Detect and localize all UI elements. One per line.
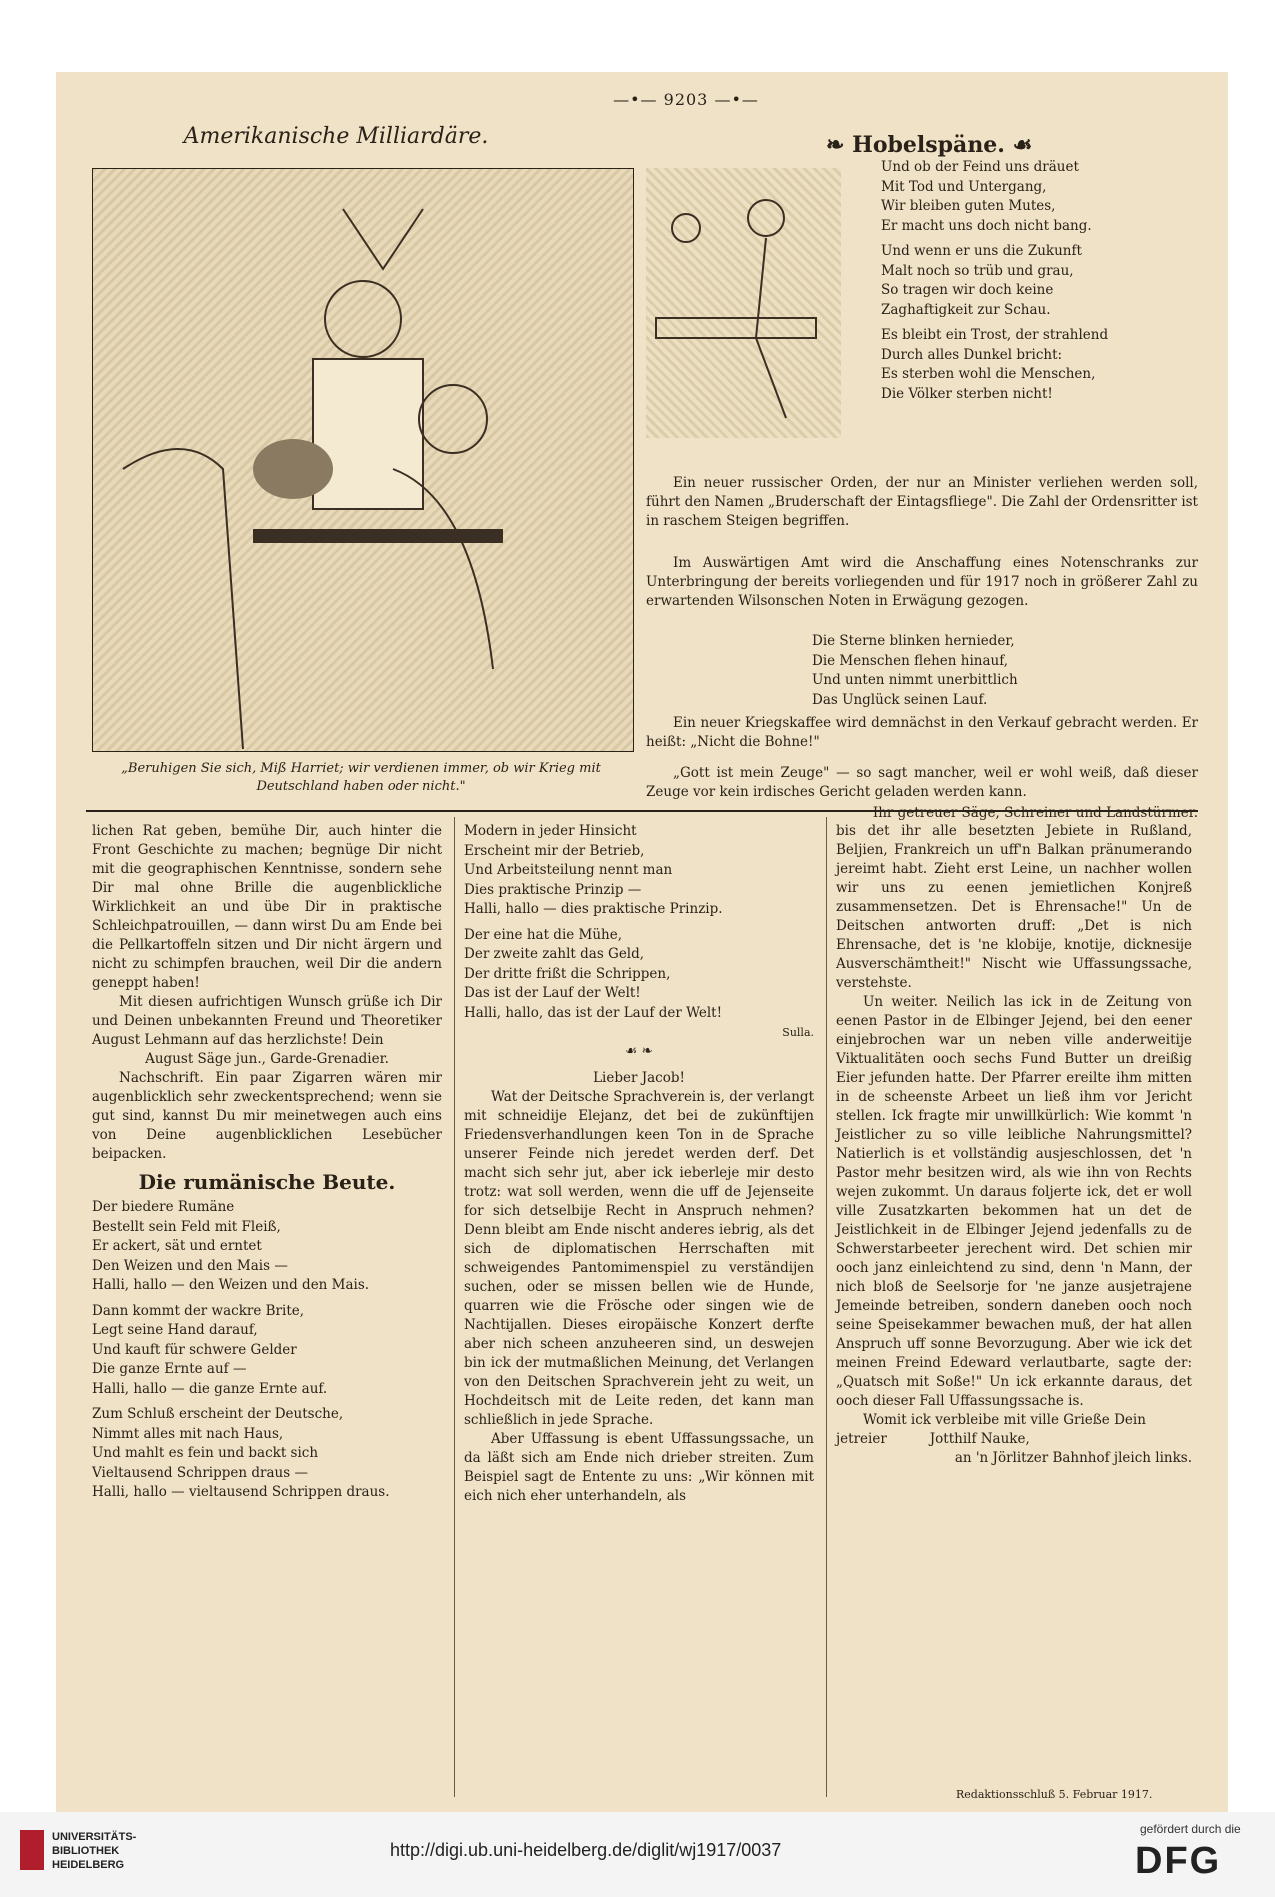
hobel-paragraph-3: Ein neuer Kriegskaffee wird demnächst in den Verkauf gebracht werden. Er heißt: „Nicht die Bohne!" [646,715,1198,750]
jacob-closing: Womit ick verbleibe mit ville Grieße Dein [863,1412,1146,1428]
jacob-paragraph-4: Un weiter. Neilich las ick in de Zeitung von eenen Pastor in de Elbinger Jejend, bei den eener einjebrochen war un neben ville anderweitije Viktualitäten ooch sechs Fund Butter un dreißig Eier jefunden hatte. Der Pfarrer ereilte ihm mitten in de scheenste Arbeet un ließ ihm vor Jericht stellen. Ick fragte mir unwillkürlich: Wie kommt 'n Jeistlicher zu so ville leibliche Nahrungsmittel? Natierlich is et vollständig ausjeschlossen, det 'n Pastor mehr besitzen wird, als wie ihn von Rechts wejen zukommt. Un daraus foljerte ick, det er woll ville Zusatzkarten bekommen hat un det de Jeistlichkeit in de Elbinger Jejend jedenfalls zu de Schwerstarbeeter jerechent wird. Det schien mir ooch janz einleichtend zu sind, denn 'n Mann, der nich bloß de Seelsorje for 'ne janze ausjetrajene Jemeinde betreiben, sondern daneben ooch noch seine Speisekammer bewachen muß, der hat allen Anspruch uff sonne Bevorzugung. Aber wie ick det meinen Freind Edeward verlautbarte, sagte der: „Quatsch mit Soße!" Un ick erkannte daraus, det ooch dieser Fall Uffassungssache is. [836,994,1192,1409]
column-2 [464,822,814,1506]
letter-text: lichen Rat geben, bemühe Dir, auch hinter die Front Geschichte zu machen; begnüge Dir nicht mit die geographischen Kenntnisse, sondern sehe Dir mal ohne Brille die augenblickliche Wirklichkeit an und übe Dir in praktische Schleichpatrouillen, — dann wirst Du am Ende bei die Pellkartoffeln sitzen und Dir nicht ärgern und nicht zu schimpfen brauchen, weil Dir die andern geneppt haben! [92,823,442,991]
source-url-link[interactable]: http://digi.ub.uni-heidelberg.de/diglit/wj1917/0037 [390,1840,782,1860]
jacob-signature: jetreier Jotthilf Nauke, [836,1431,1030,1447]
cartoon-sketch [93,169,633,751]
beute-stanza-5: Der eine hat die Mühe, Der zweite zahlt das Geld, Der dritte frißt die Schrippen, Das ist der Lauf der Welt! Halli, hallo, das ist der Lauf der Welt! [464,926,722,1021]
dfg-logo: DFG [1135,1840,1222,1882]
university-library-logo-icon [20,1830,44,1870]
letter-signature: August Säge jun., Garde-Grenadier. [145,1051,389,1067]
jacob-signature-location: an 'n Jörlitzer Bahnhof jleich links. [954,1450,1192,1466]
section-divider [86,810,1198,812]
column-3 [836,822,1192,1468]
ornament: ☙ ❧ [625,1043,653,1059]
beute-title: Die rumänische Beute. [138,1170,396,1194]
cartoon-illustration [92,168,634,752]
beute-stanza-4: Modern in jeder Hinsicht Erscheint mir der Betrieb, Und Arbeitsteilung nennt man Dies praktische Prinzip — Halli, hallo — dies praktische Prinzip. [464,823,723,917]
hobel-signature: Ihr getreuer Säge, Schreiner und Landstürmer. [872,805,1198,821]
column-rule-1 [454,817,455,1797]
column-rule-2 [826,817,827,1797]
jacob-paragraph-3: bis det ihr alle besetzten Jebiete in Rußland, Beljien, Frankreich un uff'n Balkan pränumerando jereimt habt. Zieht erst Leine, un nachher wollen wir uns zu eenen jemietlichen Konjreß zusammensetzen. Det is Ehrensache!" Un de Deitschen antworten druff: „Det is nich Ehrensache, det is 'ne klobije, knotije, dicknesije Ausverschämtheit!" Nischt wie Uffassungssache, verstehste. [836,823,1192,991]
jacob-paragraph-1: Wat der Deitsche Sprachverein is, der verlangt mit schneidije Elejanz, det bei de zukünftijen Friedensverhandlungen keen Ton in de Sprache unserer Feinde nich jeredet werden derf. Det macht sich sehr jut, aber ick ieberleje mir desto trotz: wat soll werden, wenn die uff de Jejenseite for sich detselbije Recht in Anspruch nehmen? Denn bleibt am Ende nischt anderes iebrig, als det sich de diplomatischen Herrschaften mit schweigendes Pantomimenspiel zu verständijen suchen, oder se missen bellen wie de Hunde, quarren wie die Frösche oder singen wie de Nachtijallen. Dieses eiropäische Konzert derfte aber nich scheen anzuheeren sind, un deswejen bin ick der mutmaßlichen Meinung, det Verlangen von den Deitschen Sprachverein jeht zu weit, un Hochdeitsch mit de Leite reden, det kann man schließlich in jede Sprache. [464,1089,814,1428]
beute-stanza-2: Dann kommt der wackre Brite, Legt seine Hand darauf, Und kauft für schwere Gelder Die ganze Ernte auf — Halli, hallo — die ganze Ernte auf. [92,1302,328,1397]
beute-stanza-3: Zum Schluß erscheint der Deutsche, Nimmt alles mit nach Haus, Und mahlt es fein und backt sich Vieltausend Schrippen draus — Halli, hallo — vieltausend Schrippen draus. [92,1406,390,1500]
library-name: UNIVERSITÄTS- BIBLIOTHEK HEIDELBERG [52,1831,137,1871]
letter-postscript: Nachschrift. Ein paar Zigarren wären mir augenblicklich sehr zweckentsprechend; wenn sie gut sind, kannst Du mir meinetwegen auch eins von Deine augenblicklichen Lesebücher beipacken. [92,1070,442,1162]
page-number: —•— 9203 —•— [613,90,759,109]
hobel-paragraph-4: „Gott ist mein Zeuge" — so sagt mancher, weil er wohl weiß, daß dieser Zeuge vor kein irdisches Gericht geladen werden kann. [646,765,1198,800]
footer-bar [0,1812,1275,1897]
carpenter-illustration [646,168,841,438]
hobel-poem-4: Die Sterne blinken hernieder, Die Menschen flehen hinauf, Und unten nimmt unerbittlich Das Unglück seinen Lauf. [812,633,1018,708]
poem-author: Sulla. [782,1026,814,1039]
hobel-paragraph-1: Ein neuer russischer Orden, der nur an Minister verliehen werden soll, führt den Namen „Bruderschaft der Eintagsfliege". Die Zahl der Ordensritter ist in raschem Steigen begriffen. [646,475,1198,529]
funding-note: gefördert durch die [1140,1822,1241,1836]
letter-greeting: Mit diesen aufrichtigen Wunsch grüße ich Dir und Deinen unbekannten Freund und Theoretiker August Lehmann auf das herzlichste! Dein [92,994,442,1048]
beute-stanza-1: Der biedere Rumäne Bestellt sein Feld mit Fleiß, Er ackert, sät und erntet Den Weizen und den Mais — Halli, hallo — den Weizen und den Mais. [92,1199,370,1293]
carpenter-sketch [646,168,841,438]
newspaper-page [56,72,1228,1812]
hobel-poem-1: Und ob der Feind uns dräuet Mit Tod und Untergang, Wir bleiben guten Mutes, Er macht uns doch nicht bang. [881,159,1092,234]
jacob-paragraph-2: Aber Uffassung is ebent Uffassungssache, un da läßt sich am Ende nich drieber streiten. Zum Beispiel sagt de Entente zu uns: „Wir können mit eich nich eher unterhandeln, als [464,1431,814,1504]
editorial-deadline: Redaktionsschluß 5. Februar 1917. [956,1788,1153,1801]
hobel-poem-2: Und wenn er uns die Zukunft Malt noch so trüb und grau, So tragen wir doch keine Zaghaftigkeit zur Schau. [881,243,1082,318]
jacob-title: Lieber Jacob! [593,1070,685,1086]
hobel-poem-3: Es bleibt ein Trost, der strahlend Durch alles Dunkel bricht: Es sterben wohl die Menschen, Die Völker sterben nicht! [881,327,1109,402]
hobelspaene-title: ❧ Hobelspäne. ☙ [826,132,1033,158]
cartoon-title: Amerikanische Milliardäre. [183,124,489,149]
cartoon-caption: „Beruhigen Sie sich, Miß Harriet; wir verdienen immer, ob wir Krieg mit Deutschland haben oder nicht." [121,761,601,794]
hobel-paragraph-2: Im Auswärtigen Amt wird die Anschaffung eines Notenschranks zur Unterbringung der bereits vorliegenden und für 1917 noch in größerer Zahl zu erwartenden Wilsonschen Noten in Erwägung gezogen. [646,555,1198,609]
column-1 [92,822,442,1503]
